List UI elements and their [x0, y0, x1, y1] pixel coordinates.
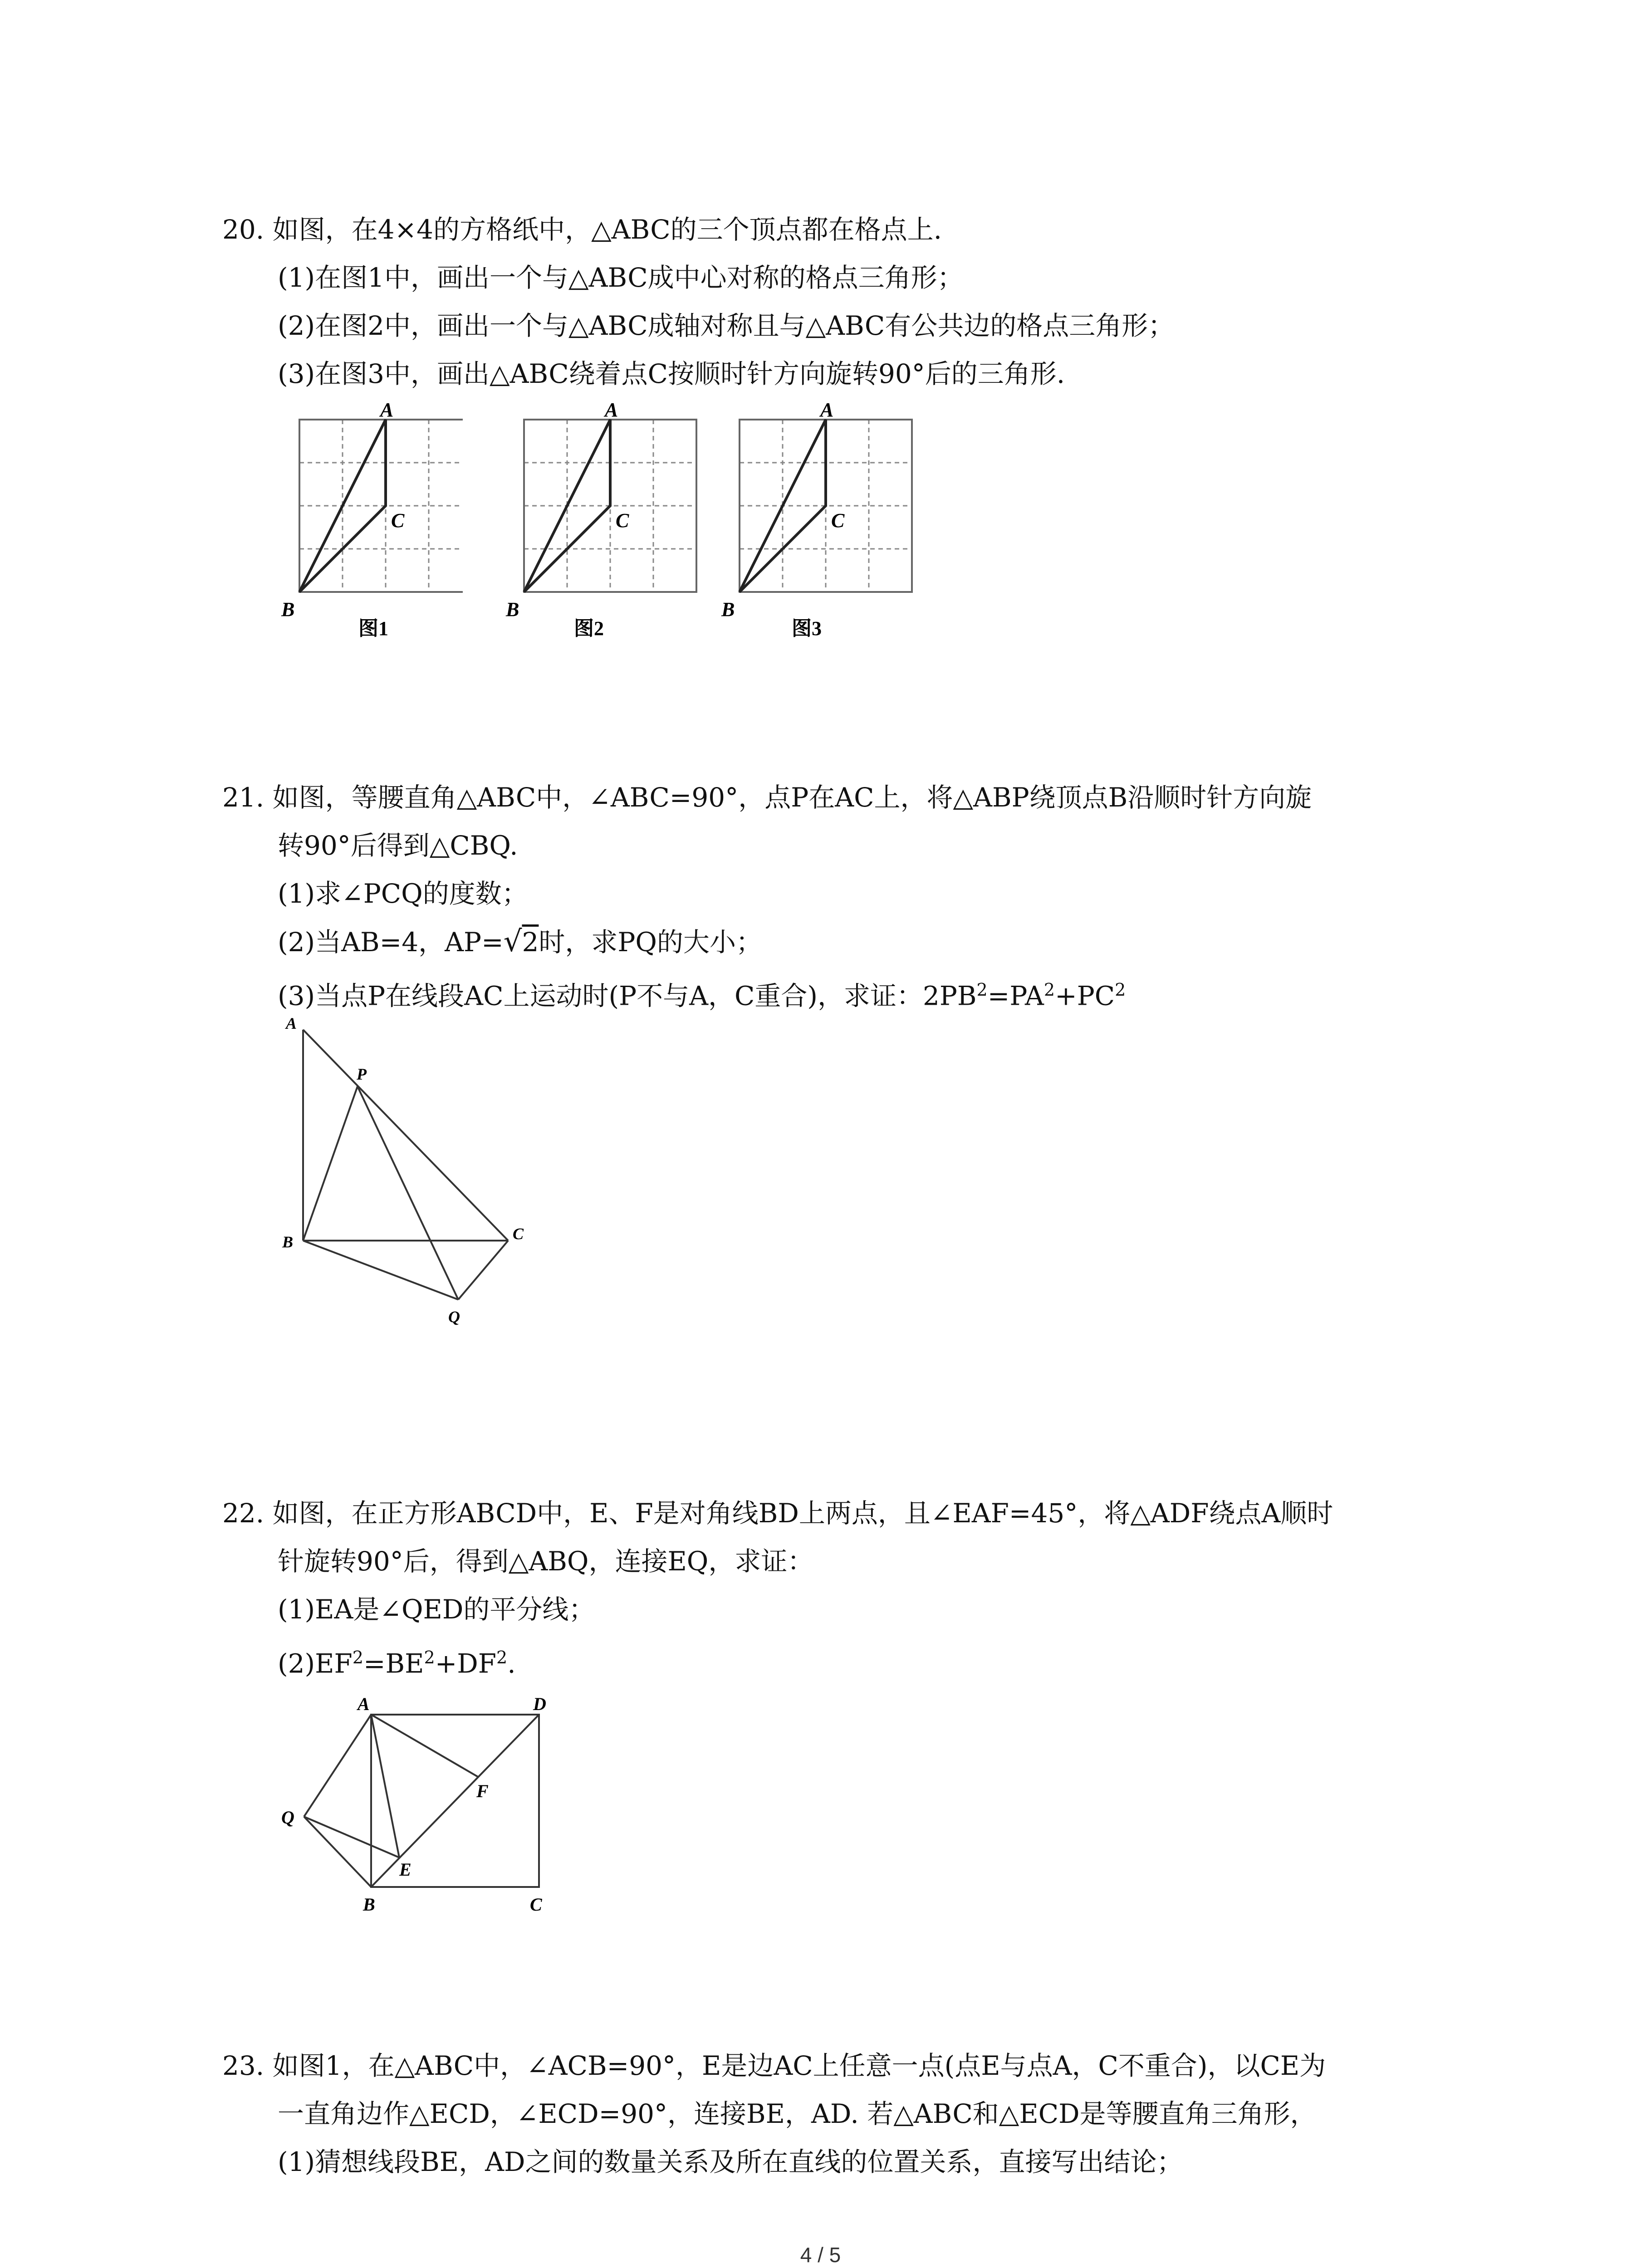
q21-line-5-c: +PC: [1055, 980, 1115, 1012]
q20-figure-1: [272, 399, 463, 653]
superscript: 2: [1115, 980, 1126, 1000]
q22-label-Q: Q: [281, 1807, 294, 1828]
q22-line-4-a: (2)EF: [278, 1648, 353, 1679]
fig1-label-A: A: [380, 399, 394, 421]
q21-line-5: [278, 972, 1126, 1014]
q22-label-E: E: [399, 1859, 411, 1880]
q21-label-P: P: [357, 1065, 367, 1083]
q20-line-4: (3)在图3中，画出△ABC绕着点C按顺时针方向旋转90°后的三角形.: [278, 358, 1065, 389]
q20-figure-2: [490, 399, 699, 653]
superscript: 2: [976, 980, 988, 1000]
q20-line-3: (2)在图2中，画出一个与△ABC成轴对称且与△ABC有公共边的格点三角形；: [278, 310, 1175, 341]
q22-line-4: [278, 1639, 516, 1681]
q21-figure: [272, 1012, 526, 1334]
q21-label-A: A: [286, 1014, 297, 1032]
q22-line-4-b: =BE: [363, 1648, 424, 1679]
q20-line-1: 20. 如图，在4×4的方格纸中，△ABC的三个顶点都在格点上.: [222, 214, 942, 245]
page-number: 4 / 5: [800, 2243, 841, 2267]
q22-line-4-d: .: [507, 1648, 516, 1679]
fig1-label-B: B: [281, 598, 295, 621]
q23-line-2: 一直角边作△ECD，∠ECD=90°，连接BE，AD. 若△ABC和△ECD是等腰直角三角形，: [278, 2098, 1317, 2129]
sqrt-radicand: 2: [522, 927, 539, 958]
q22-line-2: 针旋转90°后，得到△ABQ，连接EQ，求证：: [278, 1546, 814, 1577]
q21-line-4-start: (2)当AB=4，AP=: [278, 927, 504, 958]
fig3-caption: 图3: [792, 617, 822, 640]
superscript: 2: [1043, 980, 1055, 1000]
fig2-label-A: A: [605, 399, 618, 421]
fig1-caption: 图1: [358, 617, 388, 640]
q22-line-4-c: +DF: [435, 1648, 497, 1679]
q20-figure-3: [708, 399, 916, 653]
q21-label-C: C: [513, 1225, 524, 1243]
q23-line-1: 23. 如图1，在△ABC中，∠ACB=90°，E是边AC上任意一点(点E与点A，C不重合)，以CE为: [222, 2050, 1326, 2081]
q22-line-3: (1)EA是∠QED的平分线；: [278, 1594, 595, 1625]
q21-line-2: 转90°后得到△CBQ.: [278, 830, 518, 861]
q22-label-A: A: [358, 1694, 370, 1714]
q21-line-4: [278, 924, 762, 960]
superscript: 2: [424, 1647, 435, 1667]
fig3-label-A: A: [820, 399, 834, 421]
q22-line-1: 22. 如图，在正方形ABCD中，E、F是对角线BD上两点，且∠EAF=45°，将△ADF绕点A顺时: [222, 1498, 1333, 1529]
q21-line-5-b: =PA: [987, 980, 1044, 1012]
fig2-caption: 图2: [574, 617, 604, 640]
q22-label-B: B: [363, 1894, 375, 1915]
q22-label-C: C: [530, 1894, 542, 1915]
fig1-label-C: C: [391, 509, 405, 532]
superscript: 2: [496, 1647, 508, 1667]
fig3-label-B: B: [721, 598, 735, 621]
superscript: 2: [352, 1647, 363, 1667]
q20-line-2: (1)在图1中，画出一个与△ABC成中心对称的格点三角形；: [278, 262, 964, 293]
q22-label-D: D: [533, 1694, 546, 1714]
q22-label-F: F: [476, 1781, 489, 1801]
q22-figure: [268, 1678, 567, 1923]
q21-line-4-end: 时，求PQ的大小；: [539, 927, 762, 958]
q21-line-3: (1)求∠PCQ的度数；: [278, 878, 528, 909]
q23-line-3: (1)猜想线段BE，AD之间的数量关系及所在直线的位置关系，直接写出结论；: [278, 2146, 1183, 2177]
q21-line-1: 21. 如图，等腰直角△ABC中，∠ABC=90°，点P在AC上，将△ABP绕顶点B沿顺时针方向旋: [222, 782, 1312, 813]
fig2-label-B: B: [506, 598, 519, 621]
fig2-label-C: C: [616, 509, 629, 532]
q21-label-Q: Q: [448, 1308, 460, 1326]
sqrt-sign: √: [503, 925, 522, 958]
q21-label-B: B: [282, 1233, 294, 1251]
fig3-label-C: C: [831, 509, 845, 532]
q21-line-5-a: (3)当点P在线段AC上运动时(P不与A，C重合)，求证：2PB: [278, 980, 977, 1012]
